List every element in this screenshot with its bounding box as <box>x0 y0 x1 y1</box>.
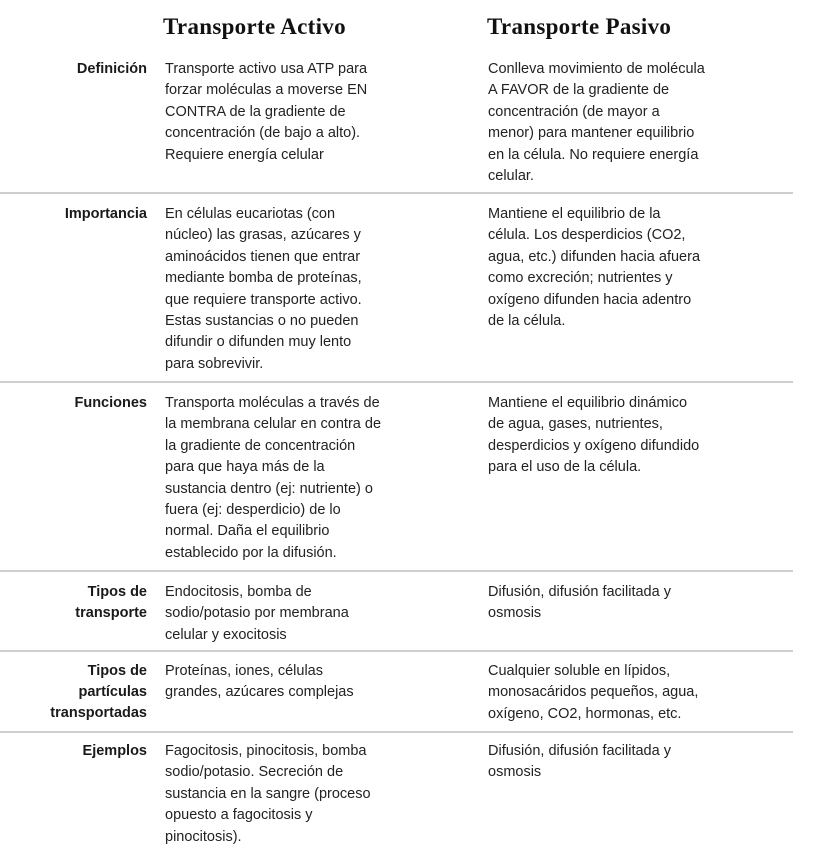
row-label: Tipos de partículas transportadas <box>50 663 147 721</box>
row-divider <box>0 192 793 194</box>
cell-passive: Cualquier soluble en lípidos, monosacáridos pequeños, agua, oxígeno, CO2, hormonas, etc. <box>488 663 699 722</box>
cell-passive: Mantiene el equilibrio de la célula. Los desperdicios (CO2, agua, etc.) difunden hacia afuera como excreción; nutrientes y oxígeno difunden hacia adentro de la célula. <box>488 206 701 330</box>
row-divider <box>0 650 793 652</box>
cell-passive: Mantiene el equilibrio dinámico de agua, gases, nutrientes, desperdicios y oxígeno difundido para el uso de la célula. <box>488 395 700 476</box>
cell-active: Proteínas, iones, células grandes, azúcares complejas <box>165 663 354 701</box>
row-divider <box>0 570 793 572</box>
cell-active: Transporte activo usa ATP para forzar moléculas a moverse EN CONTRA de la gradiente de concentración (de bajo a alto). Requiere energía celular <box>165 61 368 163</box>
cell-passive: Conlleva movimiento de molécula A FAVOR de la gradiente de concentración (de mayor a menor) para mantener equilibrio en la célula. No requiere energía celular. <box>488 61 705 185</box>
cell-active: Transporta moléculas a través de la membrana celular en contra de la gradiente de concentración para que haya más de la sustancia dentro (ej: nutriente) o fuera (ej: desperdicio) de lo normal. Daña el equilibrio establecido por la difusión. <box>165 395 382 561</box>
cell-passive: Difusión, difusión facilitada y osmosis <box>488 584 671 622</box>
row-divider <box>0 381 793 383</box>
cell-active: En células eucariotas (con núcleo) las grasas, azúcares y aminoácidos tienen que entrar mediante bomba de proteínas, que requiere transporte activo. Estas sustancias o no pueden difundir o difunden muy lento para sobrevivir. <box>165 206 362 372</box>
row-label: Ejemplos <box>82 743 147 759</box>
cell-passive: Difusión, difusión facilitada y osmosis <box>488 743 671 781</box>
cell-active: Fagocitosis, pinocitosis, bomba sodio/potasio. Secreción de sustancia en la sangre (proceso opuesto a fagocitosis y pinocitosis). <box>165 743 371 845</box>
column-header-passive: Transporte Pasivo <box>487 14 672 39</box>
cell-active: Endocitosis, bomba de sodio/potasio por membrana celular y exocitosis <box>165 584 349 643</box>
row-label: Tipos de transporte <box>75 584 147 621</box>
row-label: Funciones <box>74 395 147 411</box>
column-header-active: Transporte Activo <box>163 14 346 39</box>
row-divider <box>0 731 793 733</box>
row-label: Definición <box>76 61 147 77</box>
row-label: Importancia <box>64 206 147 222</box>
